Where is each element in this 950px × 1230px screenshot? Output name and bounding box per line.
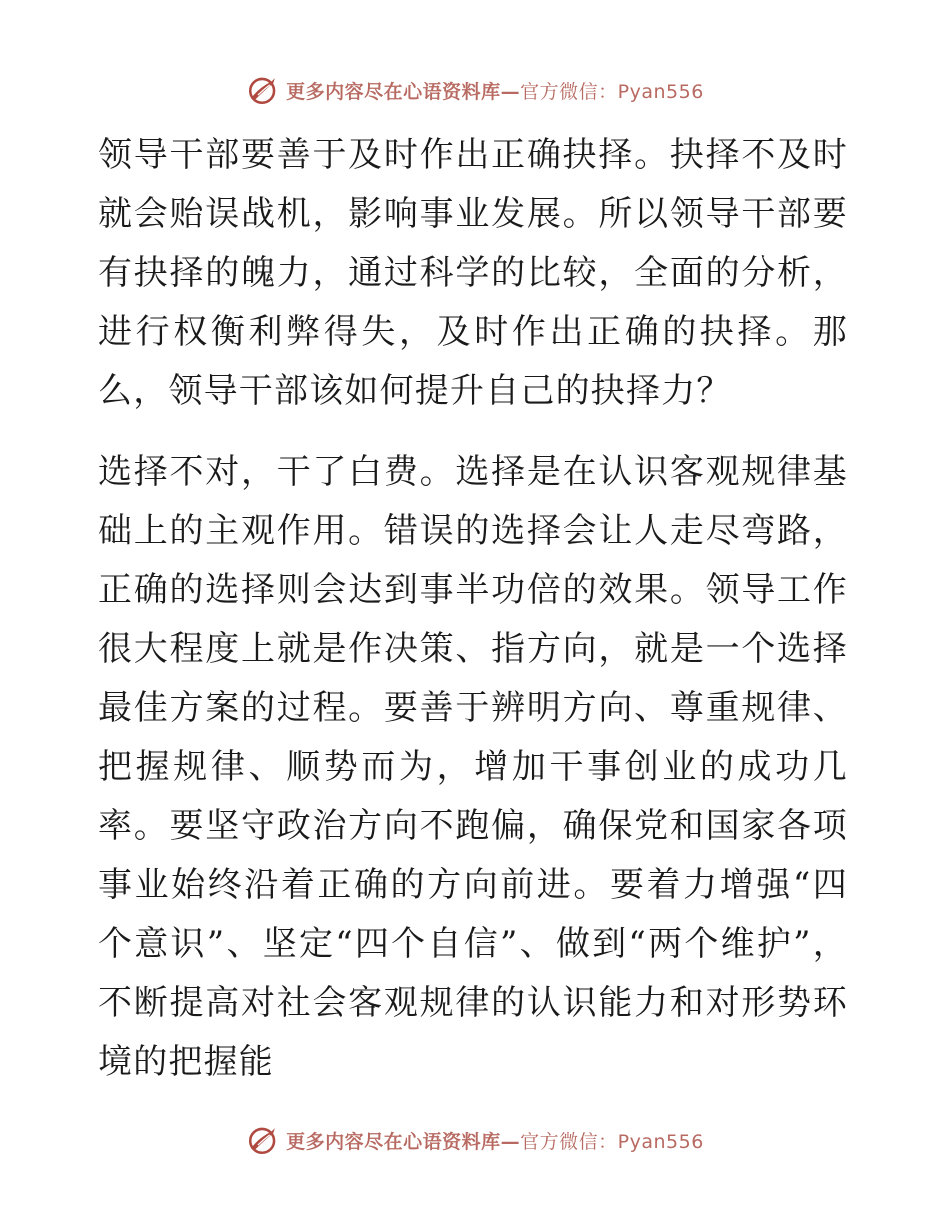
footer-banner — [0, 1118, 950, 1162]
pen-logo-icon — [246, 1123, 280, 1157]
document-body — [98, 126, 848, 1114]
paragraph-2: 选择不对，干了白费。选择是在认识客观规律基础上的主观作用。错误的选择会让人走尽弯路，正确的选择则会达到事半功倍的效果。领导工作很大程度上就是作决策、指方向，就是一个选择最佳方案的过程。要善于辨明方向、尊重规律、把握规律、顺势而为，增加干事创业的成功几率。要坚守政治方向不跑偏，确保党和国家各项事业始终沿着正确的方向前进。要着力增强“四个意识”、坚定“四个自信”、做到“两个维护”，不断提高对社会客观规律的认识能力和对形势环境的把握能 — [98, 452, 848, 1082]
paragraph-1: 领导干部要善于及时作出正确抉择。抉择不及时就会贻误战机，影响事业发展。所以领导干部要有抉择的魄力，通过科学的比较，全面的分析，进行权衡利弊得失，及时作出正确的抉择。那么，领导干部该如何提升自己的抉择力？ — [98, 135, 848, 411]
pen-logo-icon — [246, 73, 280, 107]
header-banner-text: 更多内容尽在心语资料库—官方微信：Pyan556 — [286, 80, 704, 103]
header-banner — [0, 68, 950, 112]
footer-banner-text: 更多内容尽在心语资料库—官方微信：Pyan556 — [286, 1130, 704, 1153]
